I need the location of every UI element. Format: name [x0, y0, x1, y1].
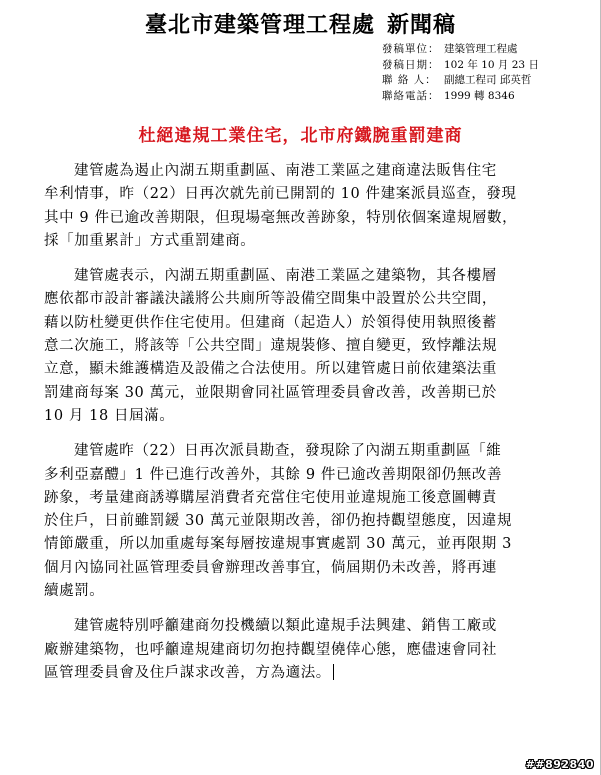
meta-date-row [382, 58, 539, 74]
paragraph-line: 藉以防杜變更供作住宅使用。但建商（起造人）於領得使用執照後蓄 [44, 314, 497, 331]
article-body [44, 160, 584, 697]
paragraph-4 [44, 615, 584, 685]
page-title [0, 8, 601, 39]
paragraph-line: 採「加重累計」方式重罰建商。 [44, 232, 256, 249]
paragraph-line: 建管處為遏止內湖五期重劃區、南港工業區之建商違法販售住宅 [74, 163, 497, 179]
paragraph-3 [44, 440, 584, 603]
meta-phone-row [382, 89, 539, 105]
meta-contact-label: 聯 絡 人： [382, 74, 437, 86]
paragraph-line: 跡象，考量建商誘導購屋消費者充當住宅使用並違規施工後意圖轉責 [44, 489, 497, 506]
paragraph-line: 其中 9 件已逾改善期限，但現場毫無改善跡象，特別依個案違規層數， [44, 209, 518, 226]
paragraph-line: 個月內協同社區管理委員會辦理改善事宜，倘屆期仍未改善，將再連 [44, 559, 497, 576]
paragraph-line: 應依都市設計審議決議將公共廁所等設備空間集中設置於公共空間， [44, 291, 497, 308]
image-id-stamp: ##892840 [525, 758, 594, 771]
paragraph-line: 立意，顯未維護構造及設備之合法使用。所以建管處日前依建築法重 [44, 361, 497, 378]
paragraph-line: 牟利情事，昨（22）日再次就先前已開罰的 10 件建案派員巡查，發現 [44, 186, 517, 203]
paragraph-line: 於住戶，日前雖罰鍰 30 萬元並限期改善，卻仍抱持觀望態度，因違規 [44, 513, 512, 530]
paragraph-line: 意二次施工，將該等「公共空間」違規裝修、擅自變更，致悖離法規 [44, 338, 497, 355]
text-cursor [333, 664, 335, 680]
meta-contact-value: 副總工程司 邱英哲 [444, 74, 532, 86]
paragraph-line: 建管處昨（22）日再次派員勘查，發現除了內湖五期重劃區「維 [74, 443, 502, 460]
meta-date-label: 發稿日期： [382, 58, 440, 71]
paragraph-1 [44, 160, 584, 253]
paragraph-line: 罰建商每案 30 萬元，並限期會同社區管理委員會改善，改善期已於 [44, 384, 497, 401]
meta-phone-label: 聯絡電話： [382, 89, 440, 102]
paragraph-line-text: 區管理委員會及住戶謀求改善，方為適法。 [44, 664, 331, 681]
title-agency: 臺北市建築管理工程處 [144, 12, 375, 38]
paragraph-line: 續處罰。 [44, 583, 105, 600]
meta-unit-value: 建築管理工程處 [444, 43, 518, 55]
title-doc-type: 新聞稿 [387, 12, 457, 38]
paragraph-line: 情節嚴重，所以加重處每案每層按違規事實處罰 30 萬元，並再限期 3 [44, 536, 512, 553]
paragraph-2 [44, 265, 584, 428]
meta-date-value: 102 年 10 月 23 日 [444, 58, 539, 71]
paragraph-line: 建管處表示，內湖五期重劃區、南港工業區之建築物，其各樓層 [74, 268, 497, 285]
meta-unit-label: 發稿單位： [382, 43, 440, 55]
paragraph-line: 10 月 18 日屆滿。 [44, 407, 175, 424]
headline: 杜絕違規工業住宅，北市府鐵腕重罰建商 [138, 126, 463, 146]
meta-phone-value: 1999 轉 8346 [444, 89, 515, 102]
paragraph-line: 廠辦建築物，也呼籲違規建商切勿抱持觀望僥倖心態，應儘速會同社 [44, 641, 497, 658]
release-metadata [382, 42, 539, 104]
paragraph-line [44, 662, 584, 685]
paragraph-line: 建管處特別呼籲建商勿投機續以類此違規手法興建、銷售工廠或 [74, 618, 497, 635]
paragraph-line: 多利亞嘉醴」1 件已進行改善外，其餘 9 件已逾改善期限卻仍無改善 [44, 466, 503, 483]
meta-unit-row [382, 42, 539, 58]
meta-contact-row [382, 73, 539, 89]
